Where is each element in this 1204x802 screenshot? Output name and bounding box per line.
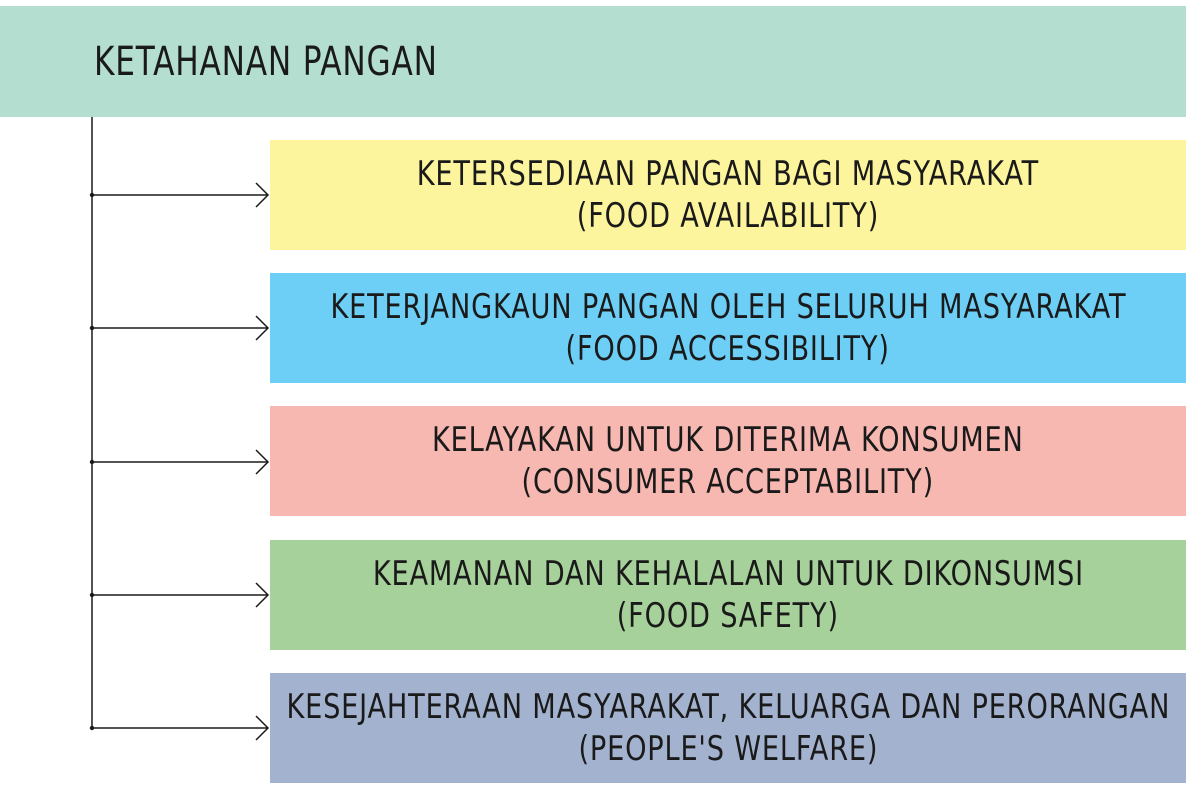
header-box [0,6,1186,117]
item-title: KETERSEDIAAN PANGAN BAGI MASYARAKAT [416,154,1040,194]
branch-arrow-1 [90,183,268,207]
item-subtitle: (CONSUMER ACCEPTABILITY) [521,462,935,502]
item-subtitle: (FOOD ACCESSIBILITY) [565,329,891,369]
header-title: KETAHANAN PANGAN [94,39,438,85]
item-subtitle: (FOOD AVAILABILITY) [576,196,880,236]
item-box-food-accessibility [270,273,1186,383]
item-box-food-availability [270,140,1186,250]
item-title: KESEJAHTERAAN MASYARAKAT, KELUARGA DAN PERORANGAN [286,687,1170,727]
item-subtitle: (FOOD SAFETY) [616,596,840,636]
item-box-food-safety [270,540,1186,650]
branch-arrow-2 [90,316,268,340]
branch-arrow-4 [90,583,268,607]
item-subtitle: (PEOPLE'S WELFARE) [578,729,878,769]
branch-arrow-3 [90,450,268,474]
item-title: KEAMANAN DAN KEHALALAN UNTUK DIKONSUMSI [372,554,1084,594]
item-title: KELAYAKAN UNTUK DITERIMA KONSUMEN [432,420,1024,460]
item-title: KETERJANGKAUN PANGAN OLEH SELURUH MASYARAKAT [330,287,1126,327]
branch-arrow-5 [90,716,268,740]
item-box-consumer-acceptability [270,406,1186,516]
item-box-peoples-welfare [270,673,1186,783]
